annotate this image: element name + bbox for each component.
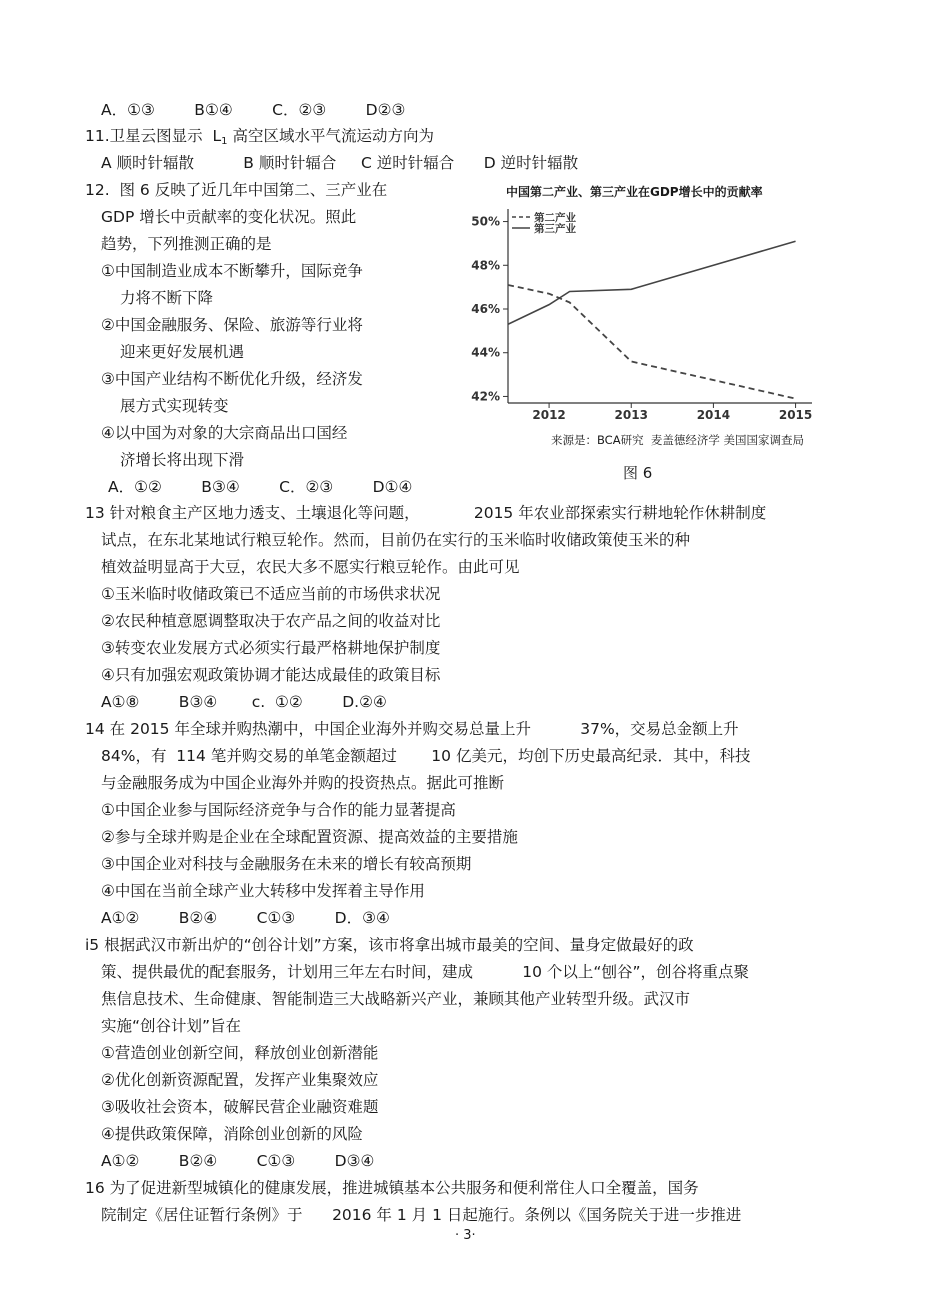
q15-options: A①② B②④ C①③ D③④: [101, 1152, 375, 1170]
q13-options: A①⑧ B③④ c. ①② D.②④: [101, 693, 387, 711]
q13-line: 13 针对粮食主产区地力透支、土壤退化等问题， 2015 年农业部探索实行耕地轮作休耕制度: [85, 504, 767, 522]
series-line: [508, 285, 796, 399]
q13-line: ②农民种植意愿调整取决于农产品之间的收益对比: [101, 612, 441, 630]
q13-line: 植效益明显高于大豆，农民大多不愿实行粮豆轮作。由此可见: [101, 558, 520, 576]
q15-line: ③吸收社会资本，破解民营企业融资难题: [101, 1098, 379, 1116]
q13-line: 试点，在东北某地试行粮豆轮作。然而，目前仍在实行的玉米临时收储政策使玉米的种: [101, 531, 691, 549]
q14-line: 与金融服务成为中国企业海外并购的投资热点。据此可推断: [101, 774, 505, 792]
chart-source: 来源是：BCA研究 麦盖德经济学 美国国家调查局: [551, 433, 805, 447]
q14-line: 14 在 2015 年全球并购热潮中，中国企业海外并购交易总量上升 37%，交易总金额上升: [85, 720, 739, 738]
q12-line: ①中国制造业成本不断攀升，国际竞争: [101, 262, 363, 280]
q12-line: ④以中国为对象的大宗商品出口国经: [101, 424, 348, 442]
y-tick-label: 42%: [471, 389, 500, 404]
q12-options: A．①② B③④ C．②③ D①④: [108, 478, 413, 496]
legend-label: 第三产业: [534, 223, 576, 235]
q11-stem: [85, 126, 434, 152]
q14-line: ②参与全球并购是企业在全球配置资源、提高效益的主要措施: [101, 828, 518, 846]
q14-options: A①② B②④ C①③ D．③④: [101, 909, 390, 927]
q15-line: 焦信息技术、生命健康、智能制造三大战略新兴产业，兼顾其他产业转型升级。武汉市: [101, 990, 691, 1008]
q14-line: ③中国企业对科技与金融服务在未来的增长有较高预期: [101, 855, 472, 873]
q11-stem-subscript: 1: [221, 136, 228, 147]
y-tick-label: 44%: [471, 345, 500, 360]
legend-label: 第二产业: [534, 212, 576, 224]
x-tick-label: 2013: [614, 408, 648, 422]
q12-line: 迎来更好发展机遇: [120, 343, 245, 361]
page-number: · 3·: [455, 1228, 476, 1243]
q15-line: ④提供政策保障，消除创业创新的风险: [101, 1125, 363, 1143]
q16-line: 院制定《居住证暂行条例》于 2016 年 1 月 1 日起施行。条例以《国务院关于进一步推进: [101, 1206, 742, 1224]
x-tick-label: 2015: [778, 408, 813, 422]
y-tick-label: 50%: [471, 214, 500, 229]
q12-line: 趋势，下列推测正确的是: [101, 235, 272, 253]
q16-line: 16 为了促进新型城镇化的健康发展，推进城镇基本公共服务和便利常住人口全覆盖，国务: [85, 1179, 699, 1197]
q14-line: ④中国在当前全球产业大转移中发挥着主导作用: [101, 882, 425, 900]
q12-line: 济增长将出现下滑: [120, 451, 245, 469]
y-tick-label: 46%: [471, 302, 500, 316]
line-chart: [460, 205, 840, 435]
q15-line: ②优化创新资源配置，发挥产业集聚效应: [101, 1071, 379, 1089]
x-tick-label: 2012: [532, 408, 566, 422]
q12-line: 12. 图 6 反映了近几年中国第二、三产业在: [85, 181, 388, 199]
chart-title: 中国第二产业、第三产业在GDP增长中的贡献率: [506, 185, 763, 199]
q11-stem-prefix: 11.卫星云图显示 L: [85, 127, 222, 145]
q12-line: ③中国产业结构不断优化升级，经济发: [101, 370, 363, 388]
q15-line: ①营造创业创新空间，释放创业创新潜能: [101, 1044, 379, 1062]
q15-line: i5 根据武汉市新出炉的“创谷计划”方案，该市将拿出城市最美的空间、量身定做最好的政: [85, 936, 694, 954]
q13-line: ④只有加强宏观政策协调才能达成最佳的政策目标: [101, 666, 441, 684]
q11-stem-suffix: 高空区域水平气流运动方向为: [227, 127, 434, 145]
x-tick-label: 2014: [696, 408, 731, 422]
q11-options: A 顺时针辐散 B 顺时针辐合 C 逆时针辐合 D 逆时针辐散: [101, 154, 579, 172]
q12-line: 展方式实现转变: [120, 397, 229, 415]
q12-line: GDP 增长中贡献率的变化状况。照此: [101, 208, 357, 226]
q13-line: ③转变农业发展方式必须实行最严格耕地保护制度: [101, 639, 441, 657]
series-line: [508, 241, 796, 324]
q14-line: 84%，有 114 笔并购交易的单笔金额超过 10 亿美元，均创下历史最高纪录．其中，科技: [101, 747, 751, 765]
q13-line: ①玉米临时收储政策已不适应当前的市场供求状况: [101, 585, 441, 603]
q10-options: A．①③ B①④ C．②③ D②③: [101, 101, 406, 119]
q15-line: 实施“创谷计划”旨在: [101, 1017, 242, 1035]
q12-line: ②中国金融服务、保险、旅游等行业将: [101, 316, 363, 334]
q12-line: 力将不断下降: [120, 289, 214, 307]
q15-line: 策、提供最优的配套服务，计划用三年左右时间，建成 10 个以上“刨谷”，创谷将重点聚: [101, 963, 749, 981]
q14-line: ①中国企业参与国际经济竞争与合作的能力显著提高: [101, 801, 456, 819]
y-tick-label: 48%: [471, 258, 500, 273]
figure-caption: 图 6: [623, 464, 653, 482]
